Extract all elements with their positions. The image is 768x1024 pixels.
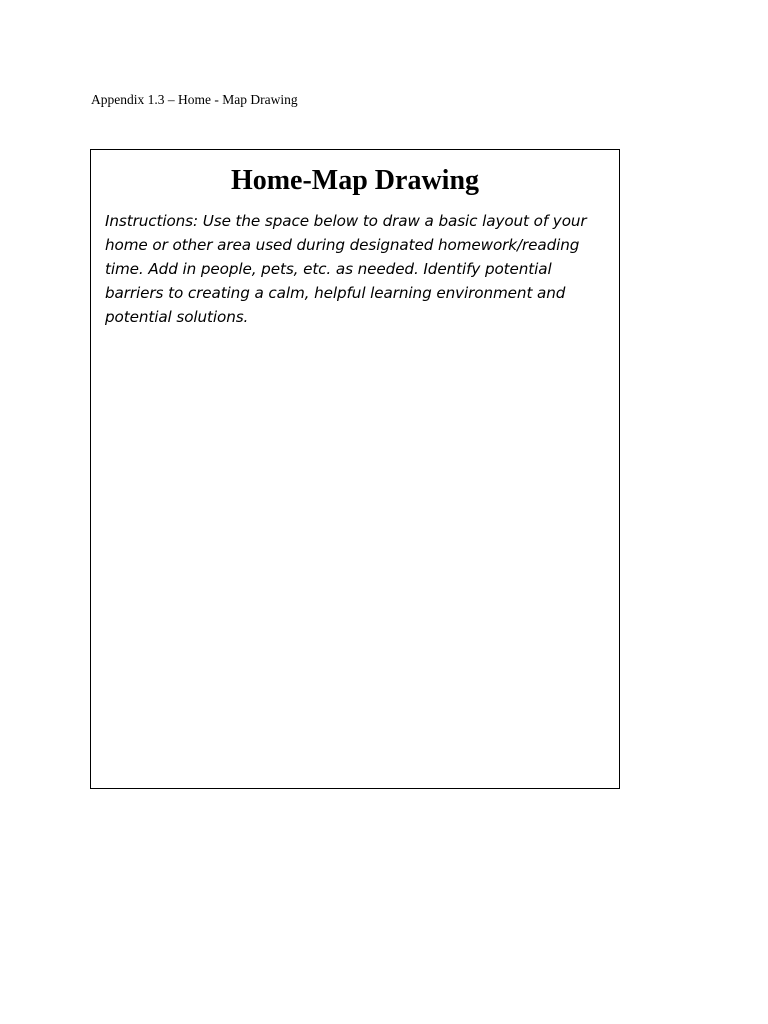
worksheet-instructions: Instructions: Use the space below to draw a basic layout of your home or other area used during designated homework/reading time. Add in people, pets, etc. as needed. Identify potential barriers to creating a calm, helpful learning environment and potential solutions.	[105, 212, 587, 326]
home-map-worksheet-box	[90, 149, 620, 789]
worksheet-title: Home-Map Drawing	[230, 165, 480, 196]
appendix-label: Appendix 1.3 – Home - Map Drawing	[91, 92, 298, 107]
blank-drawing-area	[91, 310, 619, 788]
